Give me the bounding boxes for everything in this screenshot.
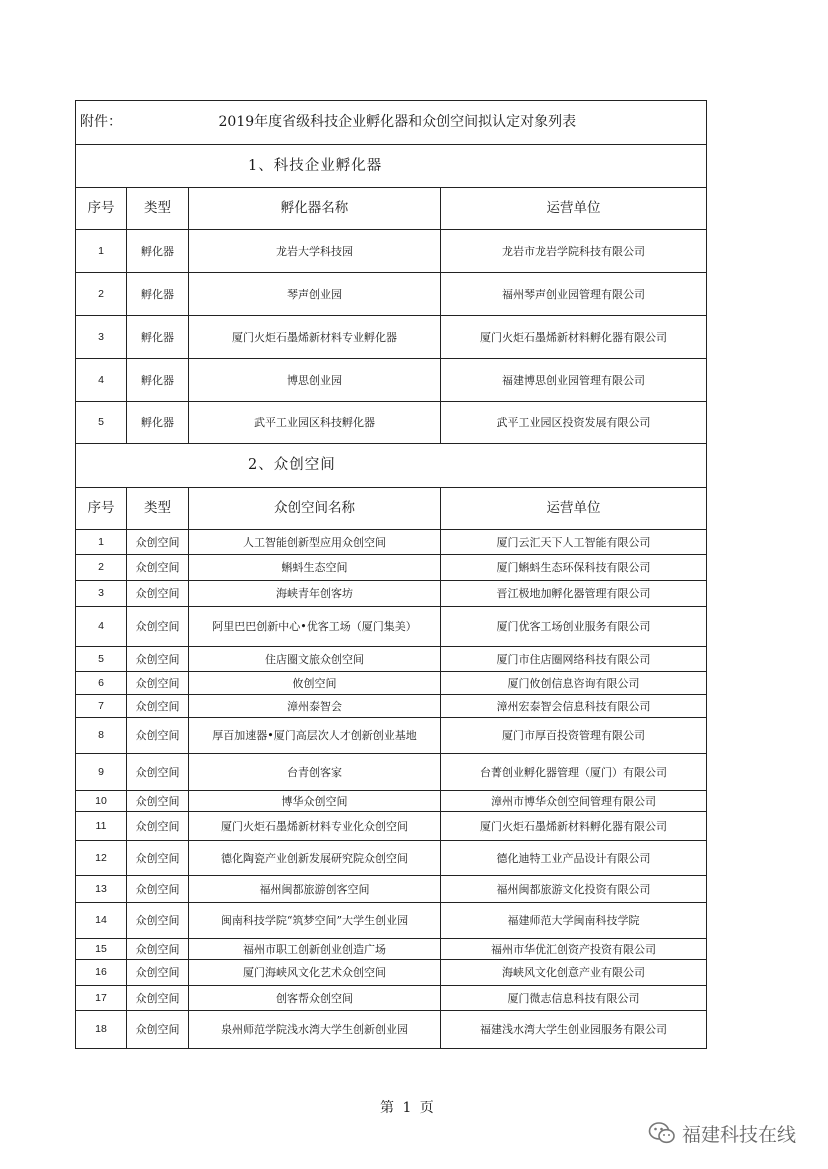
- cell-name: 龙岩大学科技园: [189, 230, 441, 273]
- table-row: [76, 402, 707, 444]
- table-row: [76, 316, 707, 359]
- cell-operator: 厦门市住店圈网络科技有限公司: [441, 647, 707, 672]
- col-header-index: 序号: [76, 188, 127, 230]
- cell-index: 4: [76, 359, 127, 402]
- cell-type: 众创空间: [127, 607, 189, 647]
- table-row: [76, 230, 707, 273]
- table-row: [76, 359, 707, 402]
- col-header-operator: 运营单位: [441, 488, 707, 530]
- cell-type: 众创空间: [127, 718, 189, 754]
- cell-operator: 福州琴声创业园管理有限公司: [441, 273, 707, 316]
- cell-name: 厦门火炬石墨烯新材料专业孵化器: [189, 316, 441, 359]
- section-1-row: [76, 145, 707, 188]
- col-header-operator: 运营单位: [441, 188, 707, 230]
- cell-operator: 海峡风文化创意产业有限公司: [441, 960, 707, 986]
- cell-type: 孵化器: [127, 273, 189, 316]
- cell-name: 闽南科技学院“筑梦空间”大学生创业园: [189, 903, 441, 939]
- cell-name: 厚百加速器•厦门高层次人才创新创业基地: [189, 718, 441, 754]
- cell-name: 武平工业园区科技孵化器: [189, 402, 441, 444]
- table-row: [76, 695, 707, 718]
- cell-index: 16: [76, 960, 127, 986]
- cell-type: 众创空间: [127, 939, 189, 960]
- cell-type: 众创空间: [127, 695, 189, 718]
- table-row: [76, 876, 707, 903]
- table-row: [76, 791, 707, 812]
- cell-operator: 厦门火炬石墨烯新材料孵化器有限公司: [441, 316, 707, 359]
- cell-operator: 龙岩市龙岩学院科技有限公司: [441, 230, 707, 273]
- table-row: [76, 273, 707, 316]
- candidate-list-table: [75, 100, 707, 1049]
- cell-index: 14: [76, 903, 127, 939]
- attachment-label: 附件：: [76, 101, 127, 145]
- table-row: [76, 718, 707, 754]
- cell-index: 7: [76, 695, 127, 718]
- cell-operator: 厦门云汇天下人工智能有限公司: [441, 530, 707, 555]
- cell-index: 11: [76, 812, 127, 841]
- cell-operator: 德化迪特工业产品设计有限公司: [441, 841, 707, 876]
- cell-name: 蝌蚪生态空间: [189, 555, 441, 581]
- cell-index: 9: [76, 754, 127, 791]
- cell-name: 攸创空间: [189, 672, 441, 695]
- table-row: [76, 530, 707, 555]
- cell-name: 德化陶瓷产业创新发展研究院众创空间: [189, 841, 441, 876]
- table-row: [76, 986, 707, 1011]
- wechat-icon: [648, 1121, 676, 1145]
- cell-index: 13: [76, 876, 127, 903]
- cell-name: 海峡青年创客坊: [189, 581, 441, 607]
- cell-operator: 台菁创业孵化器管理（厦门）有限公司: [441, 754, 707, 791]
- cell-name: 台青创客家: [189, 754, 441, 791]
- cell-operator: 福州闽都旅游文化投资有限公司: [441, 876, 707, 903]
- cell-name: 创客帮众创空间: [189, 986, 441, 1011]
- table-row: [76, 939, 707, 960]
- cell-operator: 厦门蝌蚪生态环保科技有限公司: [441, 555, 707, 581]
- col-header-name: 众创空间名称: [189, 488, 441, 530]
- cell-index: 1: [76, 230, 127, 273]
- table-row: [76, 647, 707, 672]
- section-1-title: 1、科技企业孵化器: [76, 145, 707, 188]
- cell-name: 福州闽都旅游创客空间: [189, 876, 441, 903]
- cell-name: 博华众创空间: [189, 791, 441, 812]
- cell-index: 5: [76, 647, 127, 672]
- section-1-header-row: [76, 188, 707, 230]
- cell-type: 众创空间: [127, 903, 189, 939]
- cell-operator: 厦门火炬石墨烯新材料孵化器有限公司: [441, 812, 707, 841]
- cell-operator: 漳州市博华众创空间管理有限公司: [441, 791, 707, 812]
- cell-type: 孵化器: [127, 402, 189, 444]
- cell-operator: 漳州宏泰智会信息科技有限公司: [441, 695, 707, 718]
- cell-name: 阿里巴巴创新中心•优客工场（厦门集美）: [189, 607, 441, 647]
- cell-index: 3: [76, 316, 127, 359]
- cell-operator: 福建师范大学闽南科技学院: [441, 903, 707, 939]
- table-row: [76, 607, 707, 647]
- col-header-name: 孵化器名称: [189, 188, 441, 230]
- col-header-type: 类型: [127, 488, 189, 530]
- col-header-type: 类型: [127, 188, 189, 230]
- cell-type: 众创空间: [127, 876, 189, 903]
- table-row: [76, 754, 707, 791]
- cell-index: 3: [76, 581, 127, 607]
- cell-name: 漳州泰智会: [189, 695, 441, 718]
- table-row: [76, 812, 707, 841]
- cell-index: 2: [76, 555, 127, 581]
- cell-index: 18: [76, 1011, 127, 1049]
- cell-type: 众创空间: [127, 672, 189, 695]
- cell-type: 众创空间: [127, 647, 189, 672]
- cell-type: 众创空间: [127, 986, 189, 1011]
- cell-type: 众创空间: [127, 960, 189, 986]
- cell-name: 住店圈文旅众创空间: [189, 647, 441, 672]
- table-row: [76, 903, 707, 939]
- section-2-title: 2、众创空间: [76, 444, 707, 488]
- table-row: [76, 960, 707, 986]
- cell-type: 众创空间: [127, 754, 189, 791]
- cell-index: 6: [76, 672, 127, 695]
- cell-operator: 福建浅水湾大学生创业园服务有限公司: [441, 1011, 707, 1049]
- cell-operator: 福州市华优汇创资产投资有限公司: [441, 939, 707, 960]
- cell-operator: 福建博思创业园管理有限公司: [441, 359, 707, 402]
- cell-type: 众创空间: [127, 581, 189, 607]
- cell-operator: 厦门攸创信息咨询有限公司: [441, 672, 707, 695]
- cell-type: 众创空间: [127, 791, 189, 812]
- cell-type: 孵化器: [127, 316, 189, 359]
- cell-name: 福州市职工创新创业创造广场: [189, 939, 441, 960]
- cell-operator: 晋江极地加孵化器管理有限公司: [441, 581, 707, 607]
- cell-index: 12: [76, 841, 127, 876]
- cell-operator: 厦门市厚百投资管理有限公司: [441, 718, 707, 754]
- document-title: 2019年度省级科技企业孵化器和众创空间拟认定对象列表: [127, 101, 707, 145]
- cell-type: 众创空间: [127, 1011, 189, 1049]
- col-header-index: 序号: [76, 488, 127, 530]
- cell-type: 孵化器: [127, 230, 189, 273]
- cell-type: 众创空间: [127, 812, 189, 841]
- cell-name: 博思创业园: [189, 359, 441, 402]
- watermark: [648, 1118, 796, 1148]
- table-row: [76, 672, 707, 695]
- cell-name: 厦门海峡风文化艺术众创空间: [189, 960, 441, 986]
- cell-name: 泉州师范学院浅水湾大学生创新创业园: [189, 1011, 441, 1049]
- watermark-text: 福建科技在线: [682, 1123, 797, 1146]
- page-number: 第 1 页: [380, 1100, 436, 1116]
- cell-type: 众创空间: [127, 841, 189, 876]
- cell-type: 孵化器: [127, 359, 189, 402]
- cell-index: 10: [76, 791, 127, 812]
- table-row: [76, 841, 707, 876]
- table-row: [76, 555, 707, 581]
- cell-index: 17: [76, 986, 127, 1011]
- cell-index: 2: [76, 273, 127, 316]
- table-row: [76, 581, 707, 607]
- cell-type: 众创空间: [127, 555, 189, 581]
- section-2-row: [76, 444, 707, 488]
- cell-type: 众创空间: [127, 530, 189, 555]
- title-row: [76, 101, 707, 145]
- cell-index: 4: [76, 607, 127, 647]
- cell-name: 厦门火炬石墨烯新材料专业化众创空间: [189, 812, 441, 841]
- section-2-header-row: [76, 488, 707, 530]
- cell-index: 8: [76, 718, 127, 754]
- cell-index: 15: [76, 939, 127, 960]
- table-row: [76, 1011, 707, 1049]
- cell-index: 1: [76, 530, 127, 555]
- cell-operator: 武平工业园区投资发展有限公司: [441, 402, 707, 444]
- cell-index: 5: [76, 402, 127, 444]
- cell-name: 琴声创业园: [189, 273, 441, 316]
- cell-operator: 厦门优客工场创业服务有限公司: [441, 607, 707, 647]
- cell-name: 人工智能创新型应用众创空间: [189, 530, 441, 555]
- cell-operator: 厦门微志信息科技有限公司: [441, 986, 707, 1011]
